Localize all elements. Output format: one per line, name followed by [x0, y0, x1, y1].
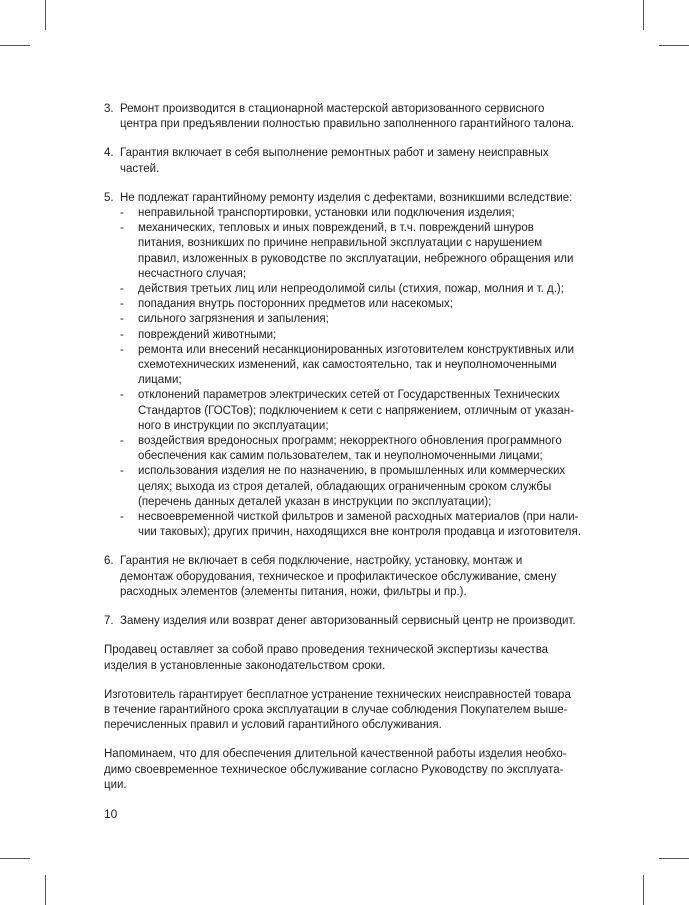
text-line: Изготовитель гарантирует бесплатное устранение технических неисправностей товара	[104, 688, 571, 701]
list-item	[120, 282, 608, 297]
crop-mark-bottom-left-h	[0, 858, 30, 859]
text-line: димо своевременное техническое обслуживание согласно Руководству по эксплуата-	[104, 763, 564, 776]
text-line: питания, возникших по причине неправильной эксплуатации с нарушением	[138, 237, 543, 250]
text-line: в течение гарантийного срока эксплуатации в случае соблюдения Покупателем выше-	[104, 703, 568, 716]
dash-bullet: -	[120, 313, 124, 326]
text-line: механических, тепловых и иных повреждений, в т.ч. повреждений шнуров	[138, 222, 534, 235]
text-line: обеспечения как самим пользователем, так и неуполномоченными лицами;	[138, 450, 543, 463]
text-line: частей.	[120, 162, 160, 175]
list-item	[120, 343, 608, 389]
list-item-6	[104, 554, 608, 600]
text-line: (перечень данных деталей указан в инструкции по эксплуатации);	[138, 495, 492, 508]
list-item	[120, 388, 608, 434]
text-line: Гарантия включает в себя выполнение ремонтных работ и замену неисправных	[120, 147, 549, 160]
text-line: Стандартов (ГОСТов); подключением к сети с напряжением, отличным от указан-	[138, 404, 574, 417]
dash-bullet: -	[120, 328, 124, 341]
text-line: несвоевременной чисткой фильтров и заменой расходных материалов (при нали-	[138, 511, 579, 524]
item-number: 6.	[104, 555, 114, 568]
dash-bullet: -	[120, 465, 124, 478]
list-item	[120, 297, 608, 312]
text-line: ции.	[104, 778, 127, 791]
dash-bullet: -	[120, 343, 124, 356]
page-content	[104, 102, 608, 807]
text-line: Напоминаем, что для обеспечения длительной качественной работы изделия необхо-	[104, 748, 567, 761]
text-line: Гарантия не включает в себя подключение, настройку, установку, монтаж и	[120, 555, 523, 568]
crop-mark-bottom-right-h	[659, 858, 689, 859]
text-line: сильного загрязнения и запыления;	[138, 313, 329, 326]
crop-mark-top-right-h	[659, 45, 689, 46]
text-line: попадания внутрь посторонних предметов или насекомых;	[138, 298, 453, 311]
reminder-paragraph	[104, 747, 608, 793]
text-line: Не подлежат гарантийному ремонту изделия с дефектами, возникшими вследствие:	[120, 191, 573, 204]
list-item-3	[104, 102, 608, 132]
list-item	[120, 434, 608, 464]
defect-causes-list	[120, 206, 608, 540]
text-line: Ремонт производится в стационарной мастерской авторизованного сервисного	[120, 103, 545, 115]
text-line: центра при предъявлении полностью правильно заполненного гарантийного талона.	[120, 118, 575, 131]
text-line: лицами;	[138, 374, 182, 387]
text-line: схемотехнических изменений, как самостоятельно, так и неуполномоченными	[138, 359, 557, 372]
seller-paragraph	[104, 643, 608, 673]
dash-bullet: -	[120, 207, 124, 220]
text-line: отклонений параметров электрических сетей от Государственных Технических	[138, 389, 560, 402]
list-item-7	[104, 614, 608, 629]
list-item	[120, 221, 608, 282]
text-line: ремонта или внесений несанкционированных изготовителем конструктивных или	[138, 343, 575, 356]
item-number: 5.	[104, 191, 114, 204]
crop-mark-top-left-h	[0, 45, 30, 46]
list-item-5	[104, 191, 608, 541]
list-item	[120, 312, 608, 327]
text-line: Замену изделия или возврат денег авторизованный сервисный центр не производит.	[120, 615, 576, 628]
text-line: целях; выхода из строя деталей, обладающих ограниченным сроком службы	[138, 480, 552, 493]
dash-bullet: -	[120, 283, 124, 296]
list-item	[120, 206, 608, 221]
dash-bullet: -	[120, 511, 124, 524]
list-item	[120, 464, 608, 510]
text-line: воздействия вредоносных программ; некорректного обновления программного	[138, 435, 562, 448]
crop-mark-top-right-v	[643, 0, 644, 30]
text-line: перечисленных правил и условий гарантийного обслуживания.	[104, 719, 442, 732]
list-item	[120, 328, 608, 343]
item-number: 4.	[104, 147, 114, 160]
text-line: правил, изложенных в руководстве по эксплуатации, небрежного обращения или	[138, 252, 574, 265]
dash-bullet: -	[120, 298, 124, 311]
list-item-4	[104, 146, 608, 176]
text-line: демонтаж оборудования, техническое и профилактическое обслуживание, смену	[120, 570, 557, 583]
text-line: использования изделия не по назначению, в промышленных или коммерческих	[138, 465, 566, 478]
crop-mark-top-left-v	[45, 0, 46, 30]
text-line: неправильной транспортировки, установки или подключения изделия;	[138, 207, 515, 220]
dash-bullet: -	[120, 222, 124, 235]
text-line: расходных элементов (элементы питания, ножи, фильтры и пр.).	[120, 585, 467, 598]
item-number: 3.	[104, 103, 114, 115]
dash-bullet: -	[120, 389, 124, 402]
text-line: действия третьих лиц или непреодолимой силы (стихия, пожар, молния и т. д.);	[138, 283, 564, 296]
crop-mark-bottom-left-v	[45, 875, 46, 905]
text-line: ного в инструкции по эксплуатации;	[138, 419, 329, 432]
text-line: несчастного случая;	[138, 267, 247, 280]
text-line: изделия в установленные законодательством сроки.	[104, 659, 386, 672]
crop-mark-bottom-right-v	[643, 875, 644, 905]
text-line: повреждений животными;	[138, 328, 277, 341]
page-number: 10	[104, 807, 118, 821]
list-item	[120, 510, 608, 540]
dash-bullet: -	[120, 435, 124, 448]
manufacturer-paragraph	[104, 688, 608, 734]
text-line: Продавец оставляет за собой право проведения технической экспертизы качества	[104, 644, 549, 657]
item-number: 7.	[104, 615, 114, 628]
text-line: чии таковых); других причин, находящихся вне контроля продавца и изготовителя.	[138, 526, 581, 539]
